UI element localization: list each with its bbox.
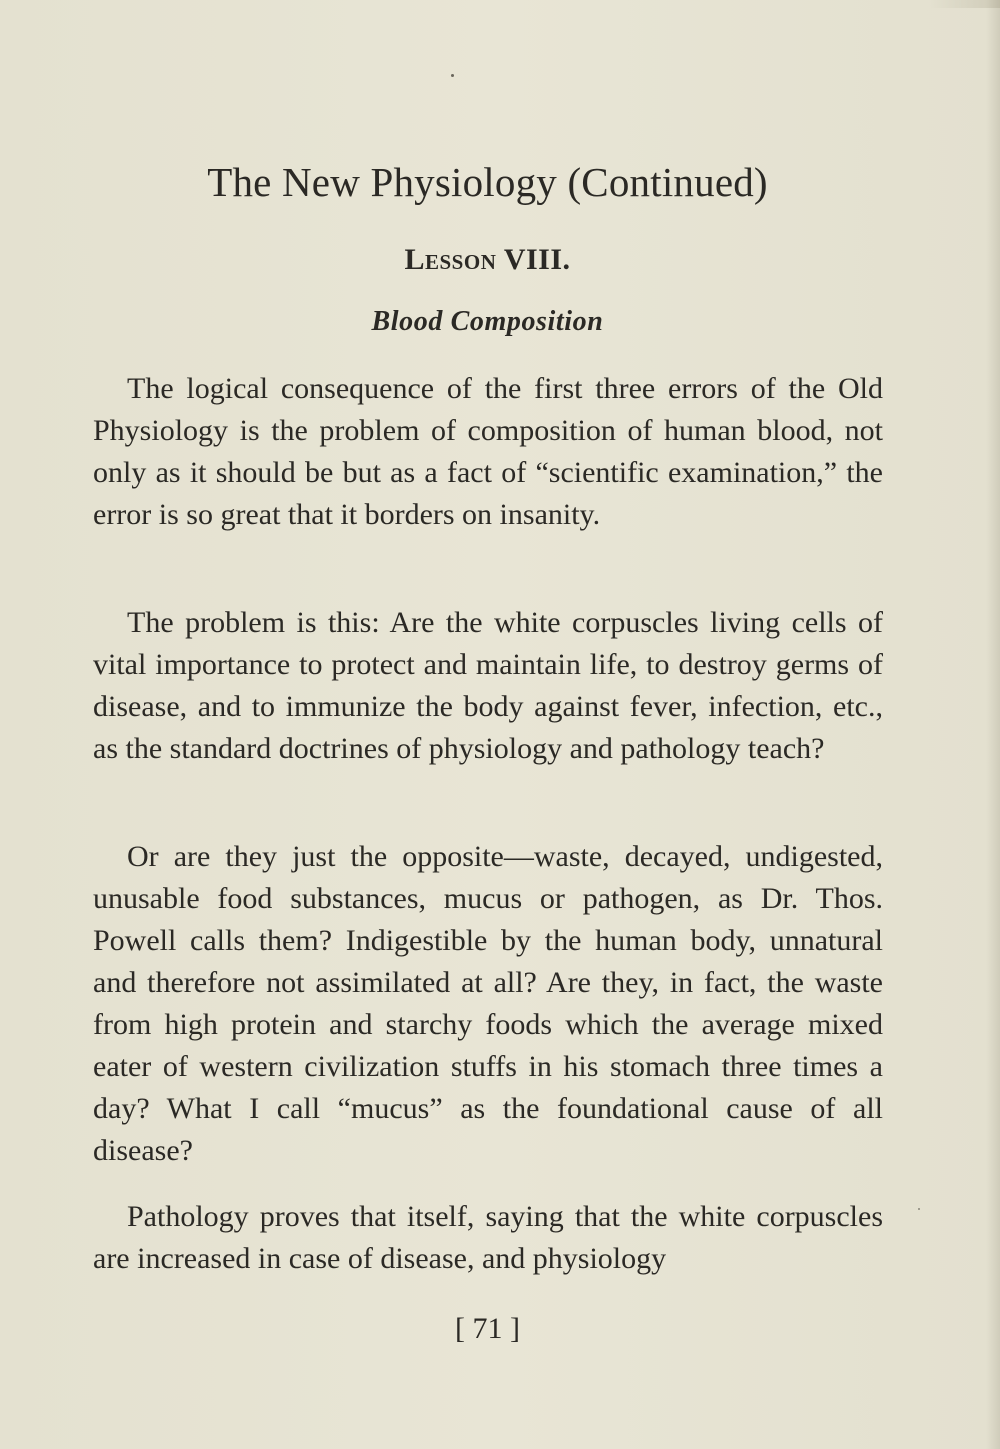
page-edge-shadow: [986, 0, 1000, 1449]
lesson-heading: Lesson VIII.: [404, 243, 571, 276]
body-paragraph-2: The problem is this: Are the white corpuscles living cells of vital importance to protect and maintain life, to destroy germs of disease, and to immunize the body against fever, infection, etc., as the standard doctrines of physiology and pathology teach?: [93, 606, 883, 765]
body-paragraph-3: Or are they just the opposite—waste, decayed, undigested, unusable food substances, mucus or pathogen, as Dr. Thos. Powell calls them? Indigestible by the human body, unnatural and therefore not assimilated at all? Are they, in fact, the waste from high protein and starchy foods which the average mixed eater of western civilization stuffs in his stomach three times a day? What I call “mucus” as the foundational cause of all disease?: [93, 840, 883, 1167]
body-paragraph-4: Pathology proves that itself, saying that the white corpuscles are increased in case of disease, and physiology: [93, 1200, 883, 1275]
page-number: [ 71 ]: [455, 1312, 520, 1345]
chapter-title: The New Physiology (Continued): [207, 159, 768, 205]
section-title: Blood Composition: [371, 306, 604, 337]
body-paragraph-1: The logical consequence of the first three errors of the Old Physiology is the problem of composition of human blood, not only as it should be but as a fact of “scientific examination,” the error is so great that it borders on insanity.: [93, 372, 883, 531]
print-dot: [451, 74, 454, 77]
print-speck: [918, 1208, 920, 1210]
